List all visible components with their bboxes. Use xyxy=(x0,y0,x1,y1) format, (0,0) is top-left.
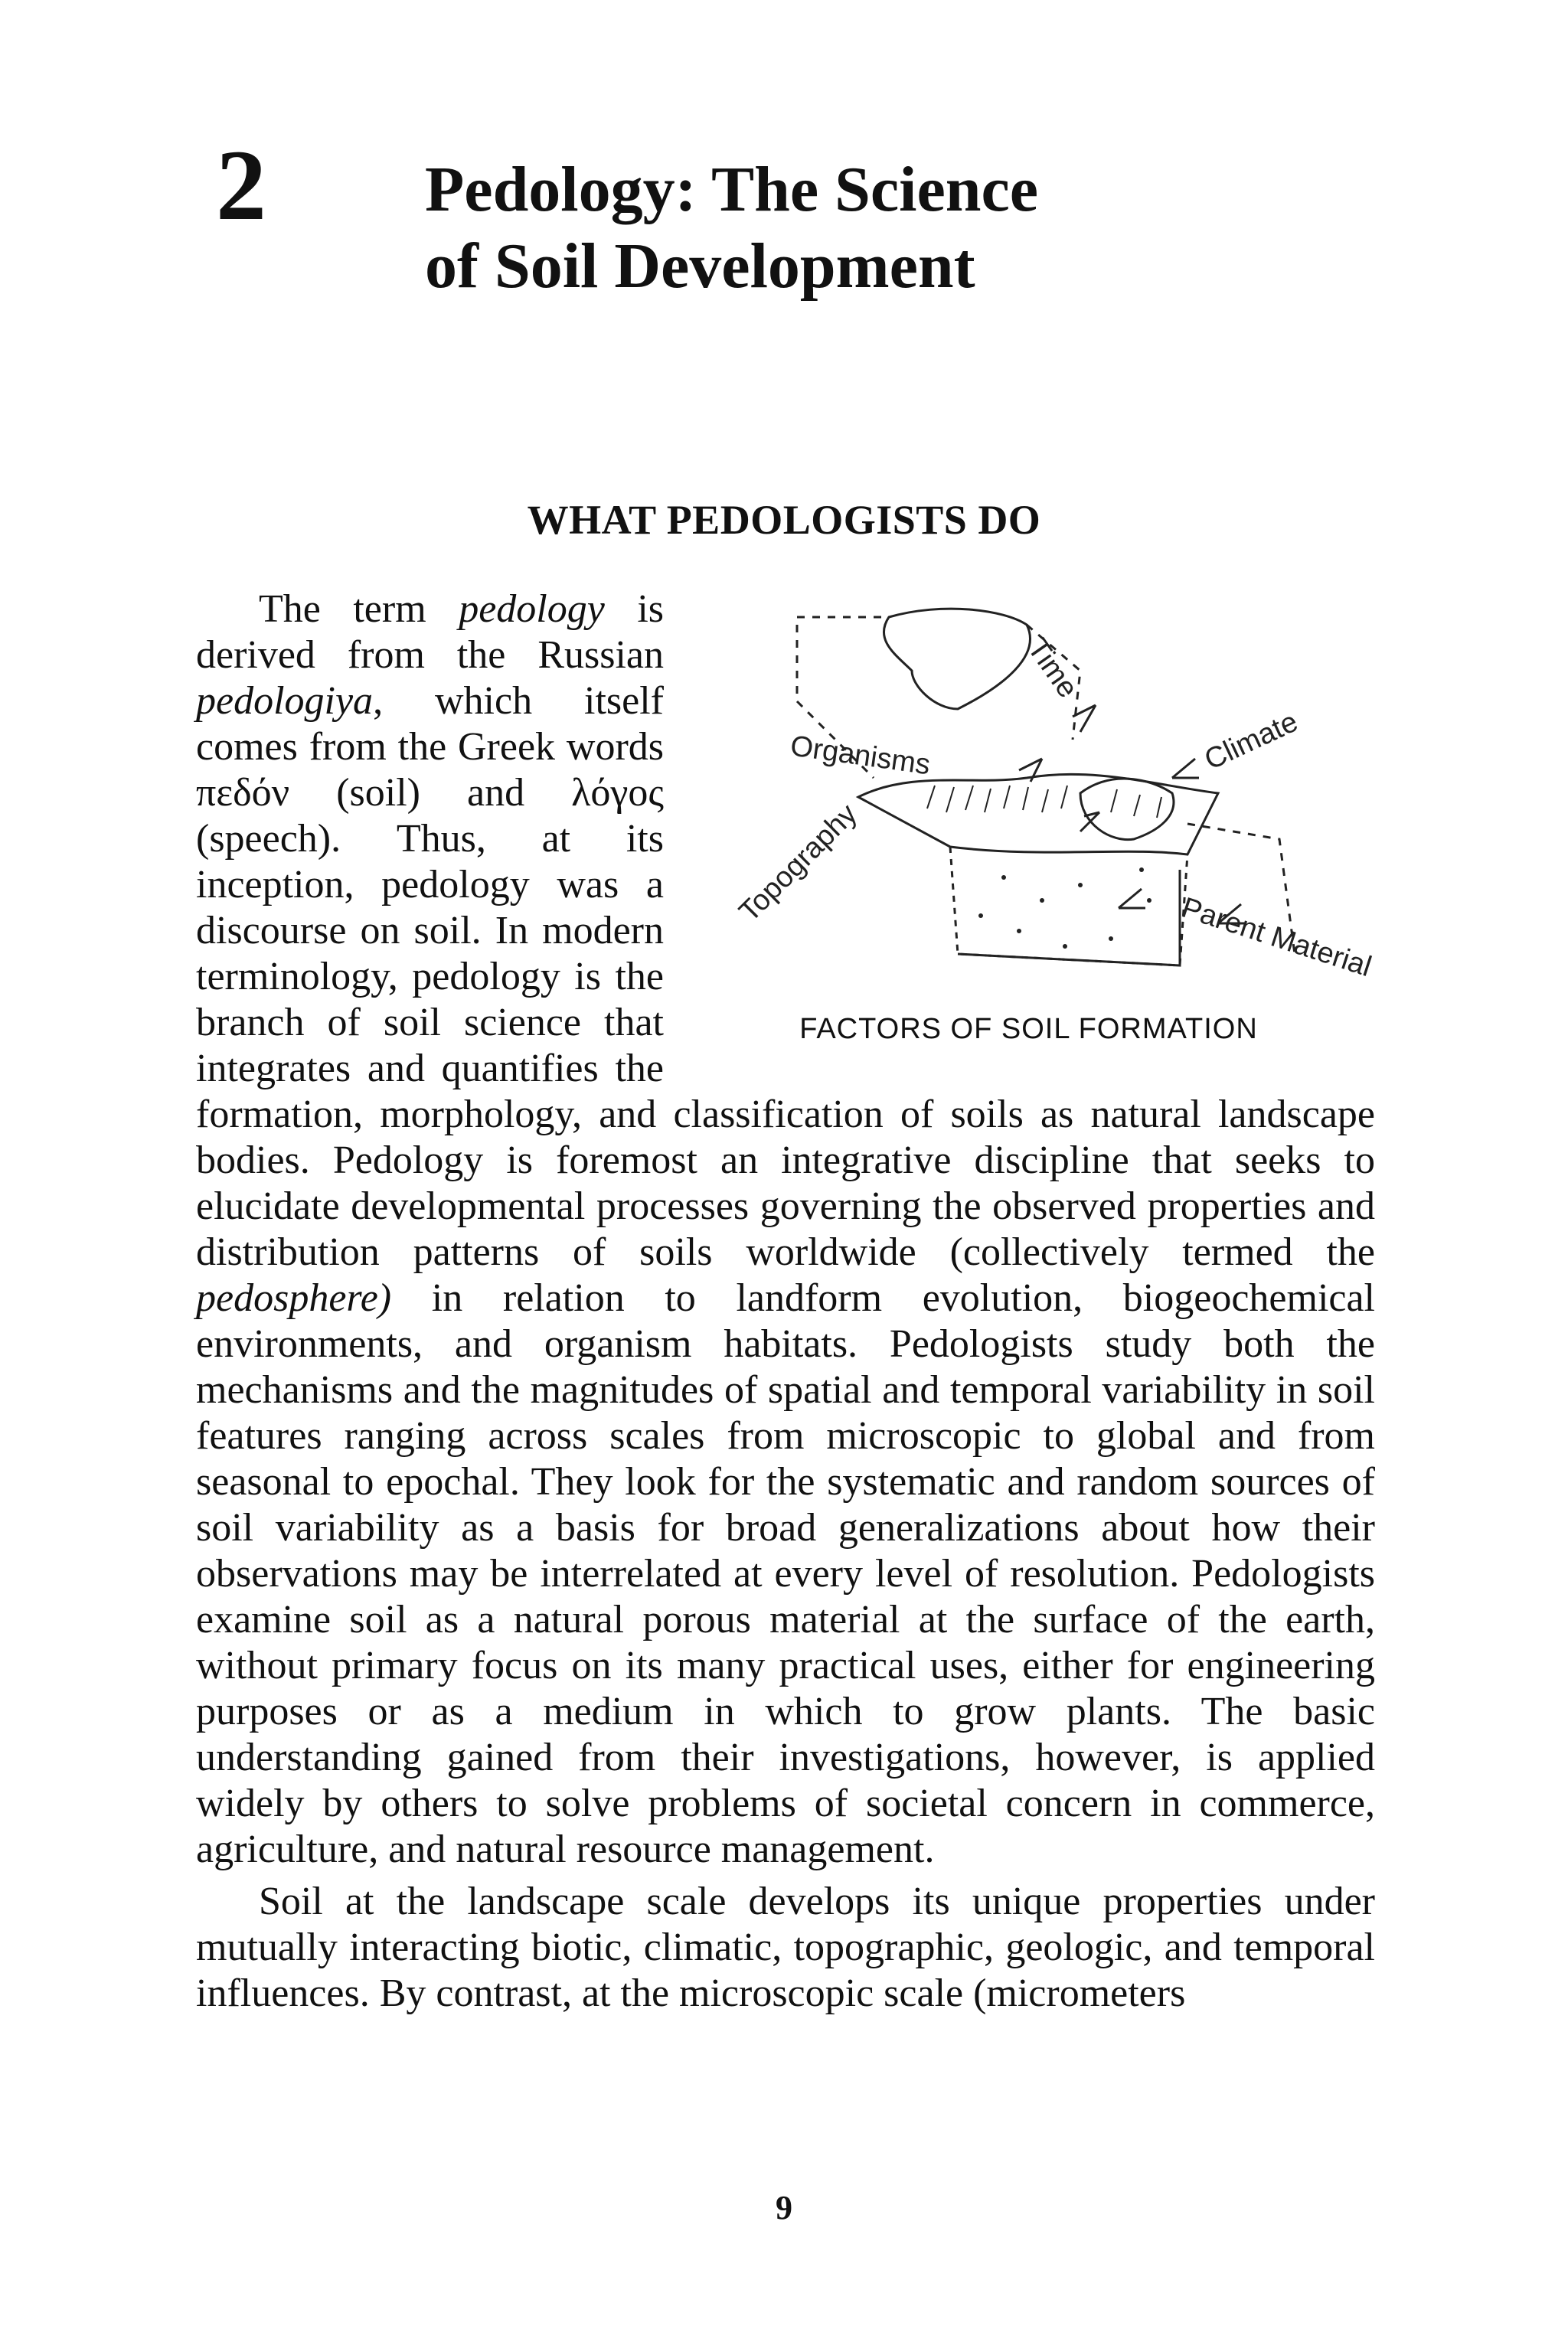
p1-text-1: The term xyxy=(259,587,459,631)
label-parent-material: Parent Material xyxy=(1178,891,1375,984)
hand-shape xyxy=(884,609,1030,709)
soil-factors-illustration xyxy=(682,594,1375,1000)
term-pedosphere: pedosphere) xyxy=(196,1276,392,1320)
chapter-title-line-2: of Soil Development xyxy=(425,230,975,302)
term-pedology: pedology xyxy=(459,587,605,631)
label-topography: Topography xyxy=(733,798,864,929)
body-paragraph-1 xyxy=(196,586,1375,1873)
chapter-title-line-1: Pedology: The Science xyxy=(425,154,1039,225)
label-climate: Climate xyxy=(1200,705,1303,777)
section-heading: WHAT PEDOLOGISTS DO xyxy=(527,497,1041,543)
vegetation-marks xyxy=(927,786,1161,818)
chapter-title xyxy=(425,152,1420,305)
term-pedologiya: pedologiya xyxy=(196,679,374,723)
p1-text-3: , which itself comes from the Greek words πεδόν (soil) and λόγος (speech). Thus, at its inception, pedology was a discourse on soil. In modern terminology, pedology is the branch of soil science that integrates and quantifies the formation, morphology, and classification of soils as natural landscape bodies. Pedology is foremost an integrative discipline that seeks to elucidate developmental processes governing the observed properties and distribution patterns of soils worldwide (collectively termed the xyxy=(196,679,1375,1274)
foot-shape xyxy=(1080,779,1174,840)
arrow-climate xyxy=(1172,759,1199,778)
soil-factors-figure xyxy=(682,594,1375,1069)
landscape-surface xyxy=(858,774,1218,854)
page-number: 9 xyxy=(776,2189,792,2226)
soil-block-edge xyxy=(958,870,1180,965)
p1-text-2: is derived from the Russian xyxy=(196,587,665,677)
figure-caption: FACTORS OF SOIL FORMATION xyxy=(799,1013,1258,1045)
body-paragraph-2: Soil at the landscape scale develops its unique properties under mutually interacting biotic, climatic, topographic, geologic, and temporal influences. By contrast, at the microscopic scale (micrometers xyxy=(196,1880,1375,2015)
arrow-parent-left xyxy=(1119,889,1145,908)
label-organisms: Organisms xyxy=(788,730,933,782)
soil-block-outline xyxy=(950,847,1187,965)
chapter-number: 2 xyxy=(216,129,266,241)
p1-text-4: in relation to landform evolution, biogeochemical environments, and organism habitats. Pedologists study both the mechanisms and the magnitudes of spatial and temporal variability in soil features ranging across scales from microscopic to global and from seasonal to epochal. They look for the systematic and random sources of soil variability as a basis for broad generalizations about how their observations may be interrelated at every level of resolution. Pedologists examine soil as a natural porous material at the surface of the earth, without primary focus on its many practical uses, either for engineering purposes or as a medium in which to grow plants. The basic understanding gained from their investigations, however, is applied widely by others to solve problems of societal concern in commerce, agriculture, and natural resource management. xyxy=(196,1276,1375,1871)
label-time: Time xyxy=(1021,633,1084,704)
